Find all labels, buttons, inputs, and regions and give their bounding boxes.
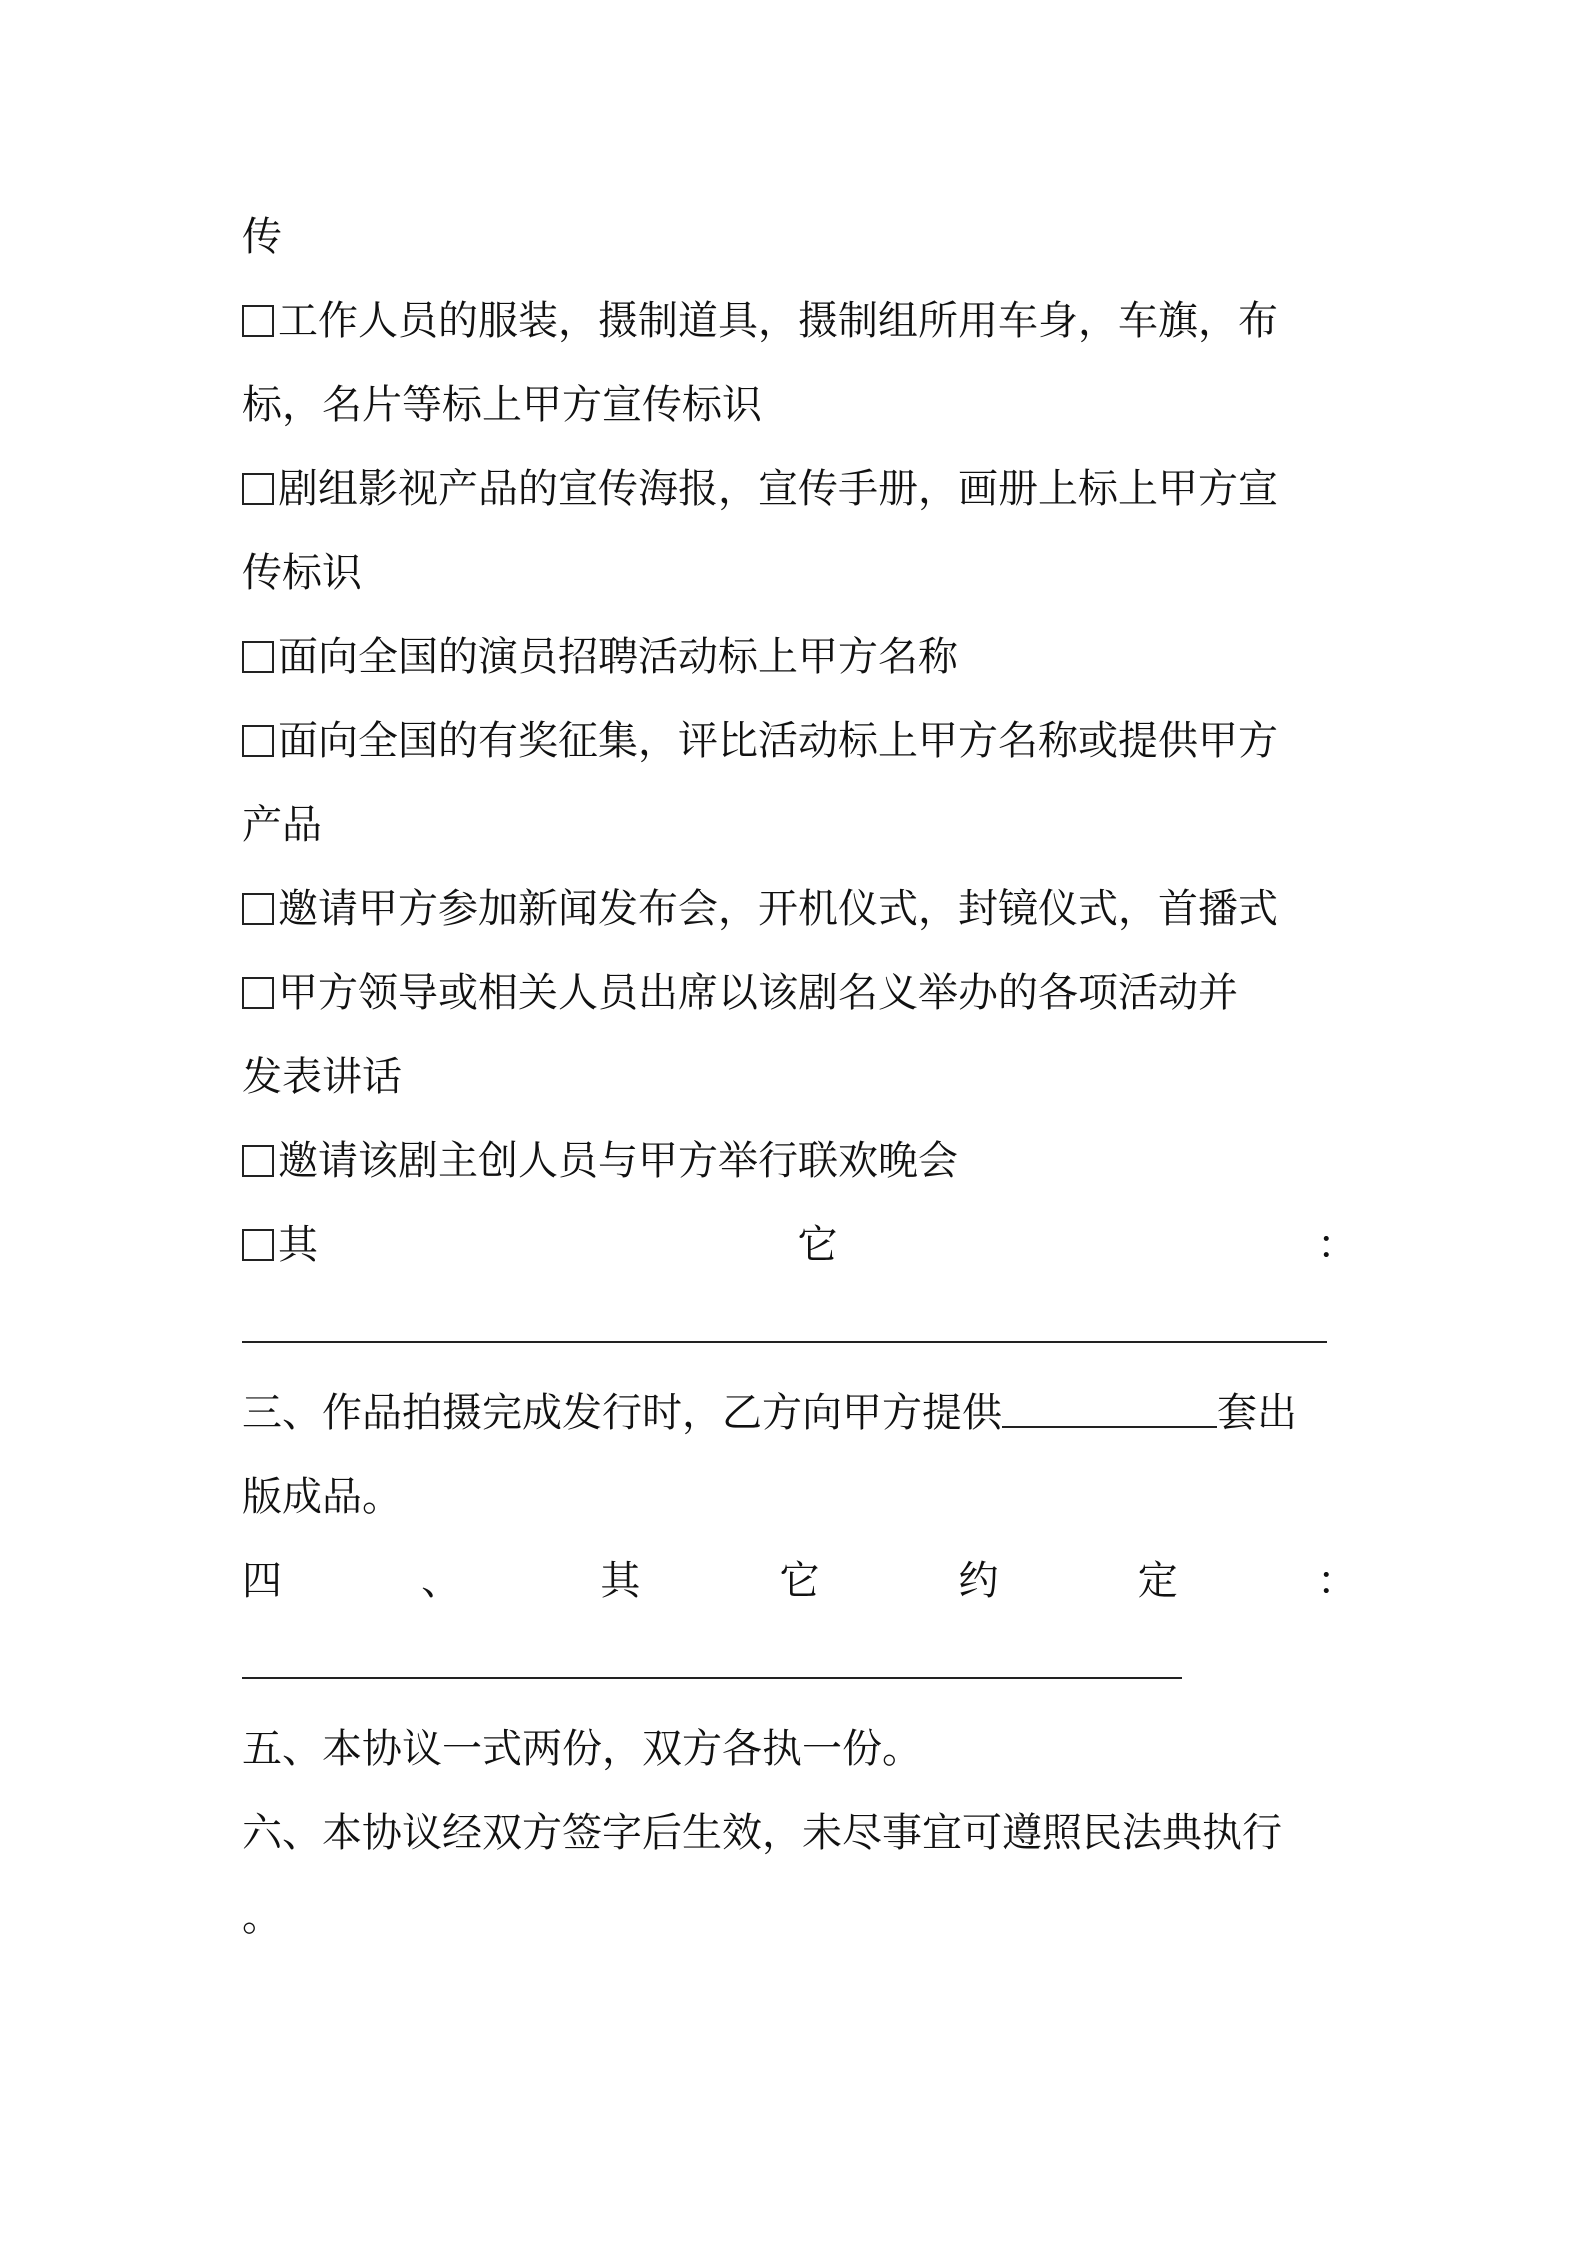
clause-four-heading (242, 1539, 1357, 1623)
line-text: 。 (242, 1894, 282, 1940)
underline (242, 1341, 1327, 1343)
other-label-start: 其 (242, 1203, 318, 1287)
line-text: 面向全国的演员招聘活动标上甲方名称 (278, 634, 958, 680)
line-text: 工作人员的服装，摄制道具，摄制组所用车身，车旗，布 (278, 298, 1278, 344)
checkbox-icon[interactable] (242, 1145, 274, 1177)
checkbox-icon[interactable] (242, 641, 274, 673)
heading-char: 四 (242, 1558, 282, 1604)
heading-char: 约 (958, 1558, 999, 1604)
checkbox-item-leader-speech (242, 951, 1357, 1035)
line-text: 版成品。 (242, 1474, 402, 1520)
line-text: 发表讲话 (242, 1054, 402, 1100)
text-line (242, 1035, 1357, 1119)
checkbox-icon[interactable] (242, 1229, 274, 1261)
copies-fill-in-field[interactable] (1002, 1392, 1217, 1428)
checkbox-item-casting (242, 615, 1357, 699)
clause-five (242, 1707, 1357, 1791)
heading-char: 它 (779, 1558, 820, 1604)
other-terms-fill-in-field[interactable] (242, 1623, 1357, 1707)
clause-three (242, 1371, 1357, 1455)
heading-char: 其 (600, 1558, 641, 1604)
text-line (242, 1455, 1357, 1539)
checkbox-item-press-event (242, 867, 1357, 951)
text-line (242, 531, 1357, 615)
checkbox-icon[interactable] (242, 977, 274, 1009)
checkbox-icon[interactable] (242, 893, 274, 925)
text-line (242, 195, 1357, 279)
underline (242, 1677, 1182, 1679)
line-text: 标，名片等标上甲方宣传标识 (242, 382, 762, 428)
text-line (242, 363, 1357, 447)
checkbox-item-other (242, 1203, 1357, 1287)
checkbox-item-uniform-logo (242, 279, 1357, 363)
other-label-colon: ： (1317, 1222, 1357, 1268)
heading-char: 定 (1137, 1558, 1178, 1604)
heading-char: ： (1316, 1558, 1357, 1604)
checkbox-icon[interactable] (242, 725, 274, 757)
text-line (242, 1875, 1357, 1959)
checkbox-icon[interactable] (242, 305, 274, 337)
checkbox-item-gala (242, 1119, 1357, 1203)
clause-three-suffix: 套出 (1217, 1390, 1297, 1436)
line-text: 甲方领导或相关人员出席以该剧名义举办的各项活动并 (278, 970, 1238, 1016)
line-text: 面向全国的有奖征集，评比活动标上甲方名称或提供甲方 (278, 718, 1278, 764)
line-text: 传 (242, 214, 282, 260)
line-text: 传标识 (242, 550, 362, 596)
line-text: 邀请该剧主创人员与甲方举行联欢晚会 (278, 1138, 958, 1184)
other-label-mid: 它 (797, 1222, 838, 1268)
other-fill-in-field[interactable] (242, 1287, 1357, 1371)
clause-three-text: 三、作品拍摄完成发行时，乙方向甲方提供 (242, 1390, 1002, 1436)
clause-six (242, 1791, 1357, 1875)
line-text: 剧组影视产品的宣传海报，宣传手册，画册上标上甲方宣 (278, 466, 1278, 512)
checkbox-icon[interactable] (242, 473, 274, 505)
checkbox-item-poster-logo (242, 447, 1357, 531)
document-body (242, 195, 1357, 1959)
checkbox-item-contest (242, 699, 1357, 783)
line-text: 六、本协议经双方签字后生效，未尽事宜可遵照民法典执行 (242, 1810, 1282, 1856)
text-line (242, 783, 1357, 867)
heading-char: 、 (421, 1558, 462, 1604)
line-text: 产品 (242, 802, 322, 848)
line-text: 邀请甲方参加新闻发布会，开机仪式，封镜仪式，首播式 (278, 886, 1278, 932)
line-text: 五、本协议一式两份，双方各执一份。 (242, 1726, 922, 1772)
